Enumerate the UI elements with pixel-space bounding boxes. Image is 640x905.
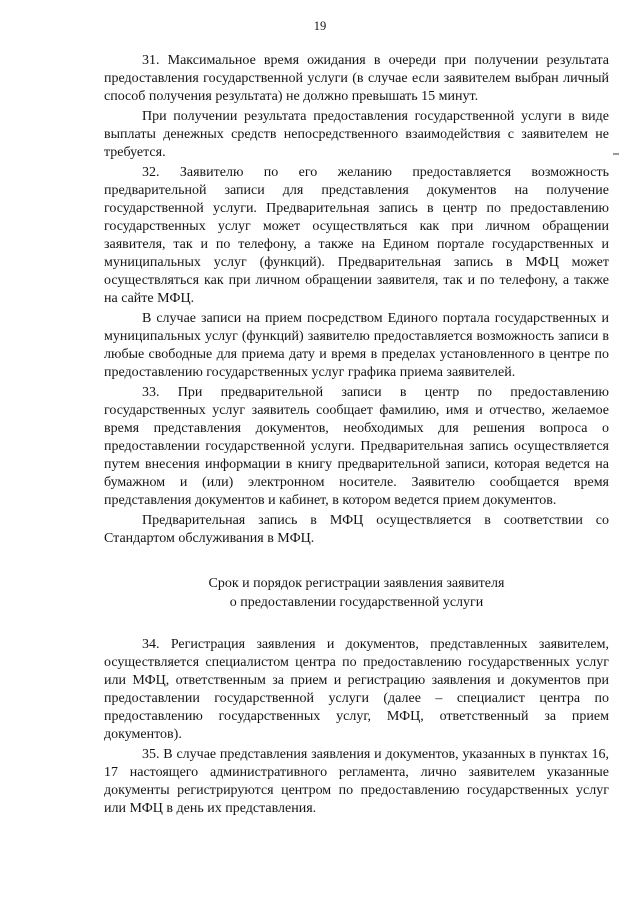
- paragraph-31: 31. Максимальное время ожидания в очереди при получении результата предоставления государственной услуги (в случае если заявителем выбран личный способ получения результата) не должно превышать 15 минут.: [104, 53, 609, 104]
- paragraph-34: 34. Регистрация заявления и документов, представленных заявителем, осуществляется специалистом центра по предоставлению государственных услуг или МФЦ, ответственным за прием и регистрацию заявления и документов при предоставлении государственной услуги (далее – специалист центра по предоставлению государственных услуг, МФЦ, ответственный за прием документов).: [104, 637, 609, 742]
- section-heading: [104, 574, 609, 612]
- paragraph-payment-note: При получении результата предоставления государственной услуги в виде выплаты денежных средств непосредственного взаимодействия с заявителем не требуется.: [104, 109, 609, 160]
- paragraph-mfc-standard: Предварительная запись в МФЦ осуществляется в соответствии со Стандартом обслуживания в МФЦ.: [104, 513, 609, 546]
- paragraph-33: 33. При предварительной записи в центр по предоставлению государственных услуг заявитель сообщает фамилию, имя и отчество, желаемое время представления документов, необходимых для решения вопроса о предоставлении государственной услуги. Предварительная запись осуществляется путем внесения информации в книгу предварительной записи, которая ведется на бумажном и (или) электронном носителе. Заявителю сообщается время представления документов и кабинет, в котором ведется прием документов.: [104, 385, 609, 508]
- document-body: [104, 52, 609, 818]
- section-heading-line-1: Срок и порядок регистрации заявления заявителя: [208, 576, 505, 591]
- paragraph-35: 35. В случае представления заявления и документов, указанных в пунктах 16, 17 настоящего административного регламента, лично заявителем указанные документы регистрируются центром по предоставлению государственных услуг или МФЦ в день их представления.: [104, 747, 609, 816]
- page-number: 19: [313, 19, 327, 33]
- paragraph-32: 32. Заявителю по его желанию предоставляется возможность предварительной записи для представления документов на получение государственной услуги. Предварительная запись в центр по предоставлению государственных услуг может осуществляться как при личном обращении заявителя, так и по телефону, а также на Едином портале государственных и муниципальных услуг (функций). Предварительная запись в МФЦ может осуществляться как при личном обращении заявителя, так и по телефону, а также на сайте МФЦ.: [104, 165, 609, 306]
- margin-dash-mark: [613, 153, 619, 155]
- section-heading-line-2: о предоставлении государственной услуги: [229, 595, 484, 610]
- paragraph-portal-record: В случае записи на прием посредством Единого портала государственных и муниципальных услуг (функций) заявителю предоставляется возможность записи в любые свободные для приема дату и время в пределах установленного в центре по предоставлению государственных услуг графика приема заявителей.: [104, 311, 609, 380]
